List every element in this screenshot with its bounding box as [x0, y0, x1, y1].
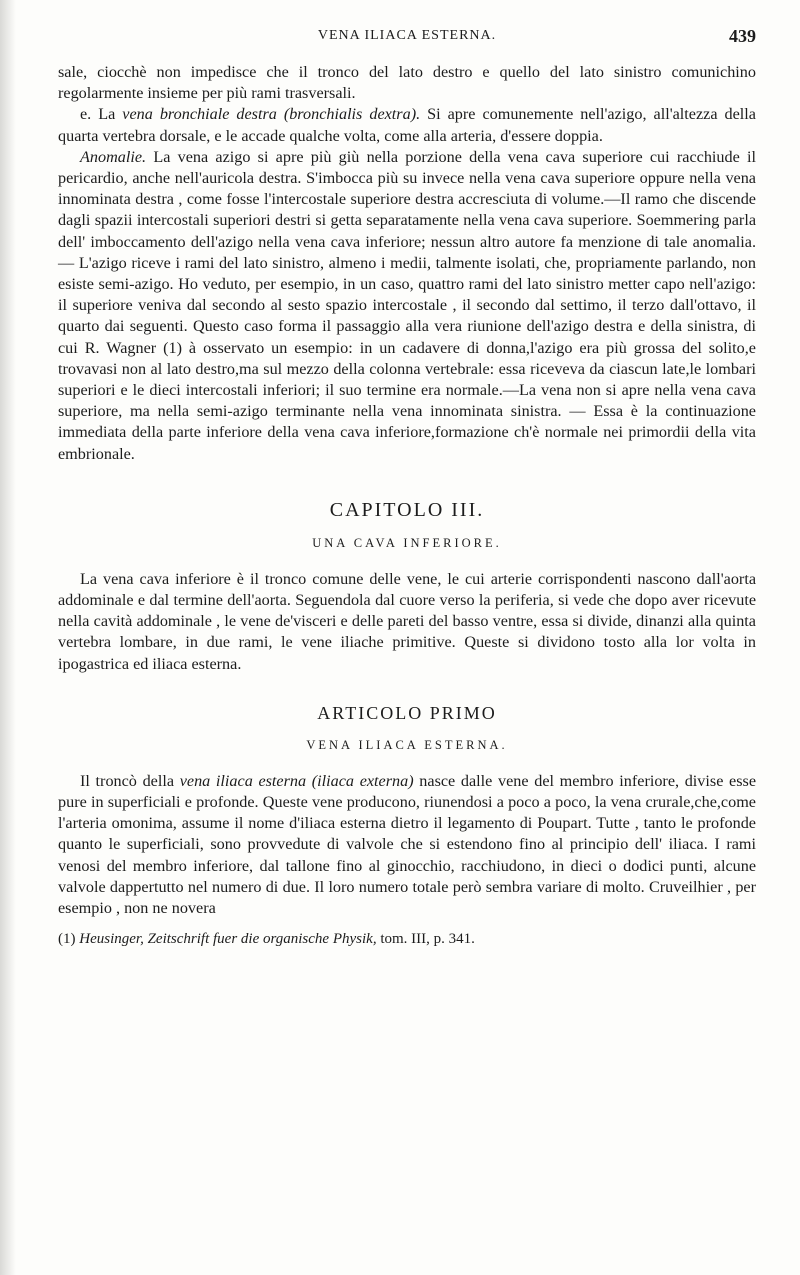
- running-title: VENA ILIACA ESTERNA.: [317, 28, 497, 43]
- paragraph-prefix: e. La: [80, 105, 123, 124]
- footnote-journal: Zeitschrift fuer die organische Physik,: [143, 931, 377, 948]
- footnote-marker: (1): [58, 931, 80, 948]
- running-head: [58, 28, 756, 52]
- paragraph-continuation: sale, ciocchè non impedisce che il tronco del lato destro e quello del lato sinistro comunichino regolarmente insieme per più rami trasversali.: [58, 63, 756, 103]
- paragraph-text: Si apre comunemente nell'azigo, all'altezza della quarta vertebra dorsale, e le accade qualche volta, come alla arteria, d'essere doppia.: [58, 105, 756, 145]
- term-latin-name: (iliaca externa): [306, 771, 414, 790]
- footnote-reference: tom. III, p. 341.: [376, 931, 475, 948]
- page-number: 439: [729, 26, 756, 46]
- paragraph-external-iliac-vein: [58, 771, 756, 919]
- footnote-author: Heusinger,: [79, 931, 144, 948]
- anomalies-heading: Anomalie.: [80, 147, 147, 166]
- page-gutter-shadow: [0, 0, 16, 1275]
- term-bronchial-vein: vena bronchiale destra (bronchialis dextra).: [122, 105, 421, 124]
- paragraph-inferior-vena-cava: La vena cava inferiore è il tronco comune delle vene, le cui arterie corrispondenti nascono dall'aorta addominale e dal termine dell'aorta. Seguendola dal cuore verso la periferia, si vede che dopo aver ricevute nella cavità addominale , le vene de'visceri e delle pareti del basso ventre, essa si divide, dinanzi alla quinta vertebra lombare, in due rami, le vene iliache primitive. Queste si dividono tosto alla lor volta in ipogastrica ed iliaca esterna.: [58, 569, 756, 673]
- paragraph-prefix: Il troncò della: [80, 771, 180, 790]
- chapter-title: CAPITOLO III.: [329, 498, 485, 521]
- paragraph-text: nasce dalle vene del membro inferiore, divise esse pure in superficiali e profonde. Queste vene producono, riunendosi a poco a poco, la vena crurale,che,come l'arteria omonima, assume il nome d'iliaca esterna dietro il legamento di Poupart. Tutte , tanto le profonde quanto le superficiali, sono provvedute di valvole che si estendono fino al principio dell' iliaca. I rami venosi del membro inferiore, dal tallone fino al ginocchio, racchiudono, in dieci o dodici punti, alcune valvole dappertutto nel numero di due. Il loro numero totale però sembra variare di molto. Cruveilhier , per esempio , non ne novera: [58, 771, 757, 918]
- paragraph-bronchial-vein: [58, 104, 756, 146]
- term-external-iliac-vein: vena iliaca esterna: [179, 771, 307, 790]
- section-title: UNA CAVA INFERIORE.: [312, 535, 502, 550]
- paragraph-text: La vena azigo si apre più giù nella porzione della vena cava superiore cui racchiude il pericardio, anche nell'auricola destra. S'imbocca più su invece nella vena cava superiore oppure nella vena innominata destra , come fosse l'intercostale superiore destra accresciuta di volume.—Il ramo che discende dagli spazii intercostali superiori destri si getta separatamente nella vena cava superiore. Soemmering parla dell' imboccamento dell'azigo nella vena cava inferiore; nessun altro autore fa menzione di tale anomalia. — L'azigo riceve i rami del lato sinistro, almeno i medii, talmente isolati, che, propriamente parlando, non esiste semi-azigo. Ho veduto, per esempio, in un caso, quattro rami del lato sinistro metter capo nell'azigo: il superiore veniva dal secondo al sesto spazio intercostale , il secondo dal settimo, il terzo dall'ottavo, il quarto dai seguenti. Questo caso forma il passaggio alla vera riunione dell'azigo destra e della sinistra, di cui R. Wagner (1) à osservato un esempio: in un cadavere di donna,l'azigo era più grossa del solito,e trovavasi non al lato destro,ma sul mezzo della colonna vertebrale: essa riceveva da ciascun late,le lombari superiori e le dieci intercostali inferiori; il suo termine era normale.—La vena non si apre nella vena cava superiore, ma nella semi-azigo terminante nella vena innominata sinistra. — Essa è la continuazione immediata della parte inferiore della vena cava inferiore,formazione ch'è normale nei primordii della vita embrionale.: [58, 147, 756, 463]
- article-subtitle: VENA ILIACA ESTERNA.: [306, 737, 508, 752]
- paragraph-anomalies: [58, 147, 756, 465]
- footnote: [58, 929, 756, 949]
- article-title: ARTICOLO PRIMO: [317, 702, 497, 723]
